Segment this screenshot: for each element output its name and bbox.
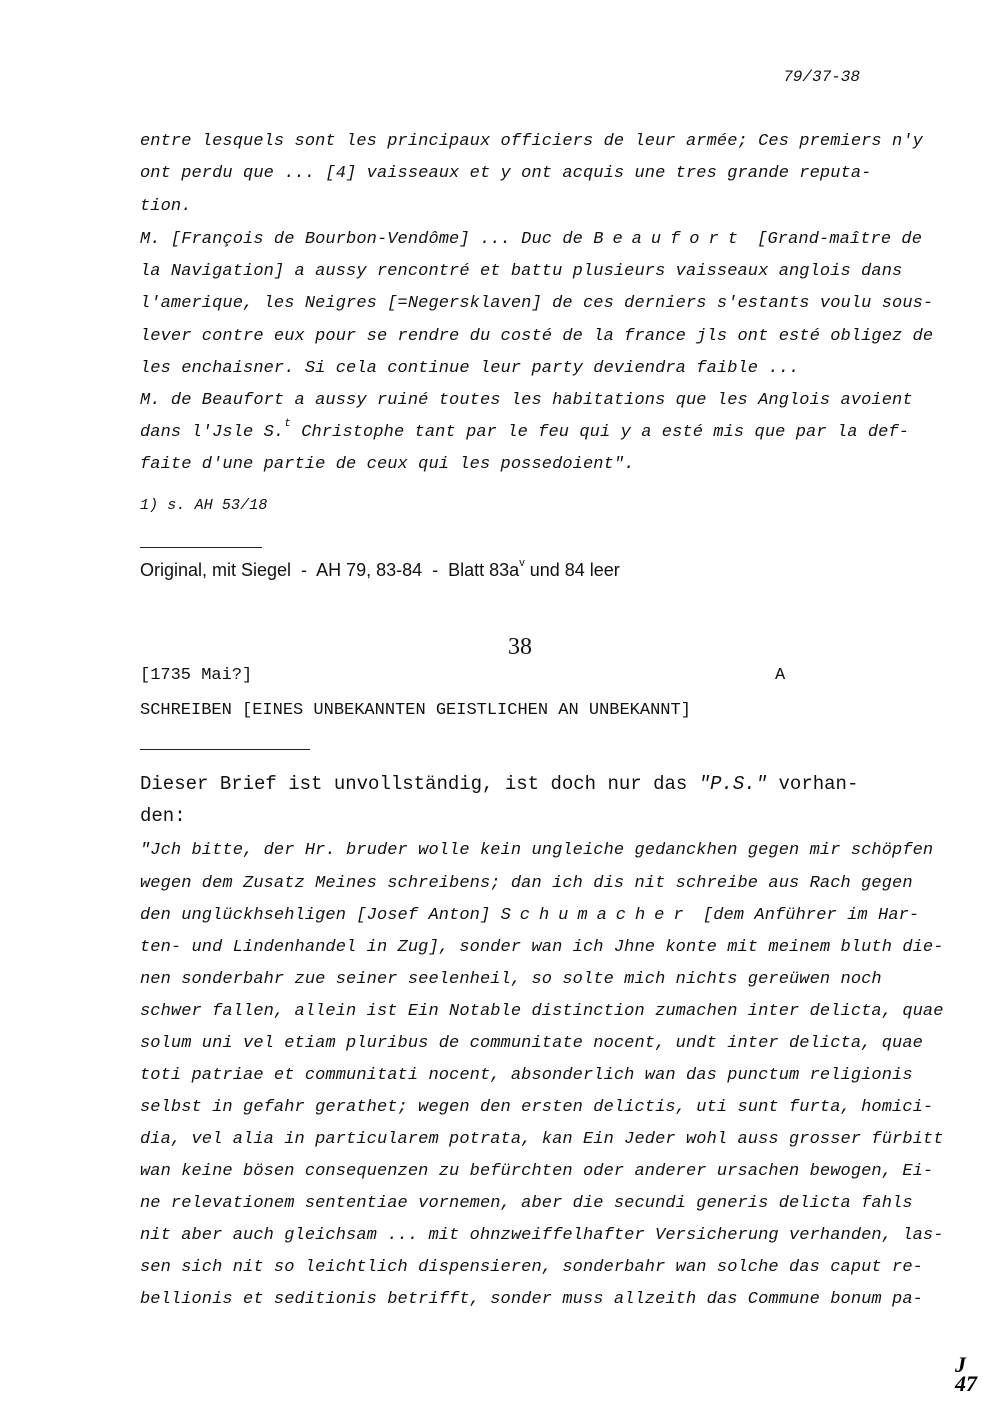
continuation-line: entre lesquels sont les principaux officiers de leur armée; Ces premiers n'y bbox=[140, 132, 923, 151]
divider bbox=[140, 547, 262, 548]
letter-line: toti patriae et communitati nocent, absonderlich wan das punctum religionis bbox=[140, 1066, 913, 1085]
letter-line: wegen dem Zusatz Meines schreibens; dan ich dis nit schreibe aus Rach gegen bbox=[140, 874, 913, 893]
text-segment: Christophe tant par le feu qui y a esté mis que par la def- bbox=[290, 423, 910, 442]
text-segment: den unglückhsehligen [Josef Anton] bbox=[140, 906, 501, 925]
continuation-line: l'amerique, les Neigres [=Negersklaven] de ces derniers s'estants voulu sous- bbox=[140, 294, 934, 313]
continuation-line: faite d'une partie de ceux qui les possedoient". bbox=[140, 455, 635, 474]
footnote: 1) s. AH 53/18 bbox=[140, 497, 268, 514]
original-note bbox=[140, 557, 620, 581]
letter-line bbox=[140, 906, 919, 925]
text-segment: dans l'Jsle S. bbox=[140, 423, 285, 442]
letter-line: wan keine bösen consequenzen zu befürchten oder anderer ursachen bewogen, Ei- bbox=[140, 1162, 934, 1181]
continuation-line: les enchaisner. Si cela continue leur party deviendra faible ... bbox=[140, 359, 800, 378]
spaced-name: Schumacher bbox=[500, 906, 693, 925]
text-segment: [dem Anführer im Har- bbox=[692, 906, 920, 925]
text-segment: und 84 leer bbox=[524, 560, 620, 580]
letter-line: dia, vel alia in particularem potrata, kan Ein Jeder wohl auss grosser fürbitt bbox=[140, 1130, 944, 1149]
document-marker: A bbox=[775, 666, 786, 685]
stamp-line: 47 bbox=[955, 1371, 977, 1396]
page-reference: 79/37-38 bbox=[783, 68, 860, 86]
letter-line: "Jch bitte, der Hr. bruder wolle kein ungleiche gedanckhen gegen mir schöpfen bbox=[140, 841, 934, 860]
superscript: v bbox=[519, 557, 525, 569]
letter-line: sen sich nit so leichtlich dispensieren, sonderbahr wan solche das caput re- bbox=[140, 1258, 923, 1277]
continuation-line: lever contre eux pour se rendre du costé de la france jls ont esté obligez de bbox=[140, 327, 934, 346]
letter-line: selbst in gefahr gerathet; wegen den ersten delictis, uti sunt furta, homici- bbox=[140, 1098, 934, 1117]
continuation-line: tion. bbox=[140, 197, 192, 216]
continuation-line: M. de Beaufort a aussy ruiné toutes les habitations que les Anglois avoient bbox=[140, 391, 913, 410]
letter-line: schwer fallen, allein ist Ein Notable distinction zumachen inter delicta, quae bbox=[140, 1002, 944, 1021]
letter-line: ten- und Lindenhandel in Zug], sonder wan ich Jhne konte mit meinem bluth die- bbox=[140, 938, 944, 957]
document-title: SCHREIBEN [EINES UNBEKANNTEN GEISTLICHEN AN UNBEKANNT] bbox=[140, 701, 691, 720]
letter-line: bellionis et seditionis betrifft, sonder muss allzeith das Commune bonum pa- bbox=[140, 1290, 923, 1309]
continuation-line bbox=[140, 418, 910, 442]
intro-line: den: bbox=[140, 805, 186, 827]
letter-line: nit aber auch gleichsam ... mit ohnzweiffelhafter Versicherung verhanden, las- bbox=[140, 1226, 944, 1245]
continuation-line bbox=[140, 230, 922, 249]
text-segment: [Grand-maître de bbox=[746, 230, 923, 249]
letter-line: ne relevationem sententiae vornemen, aber die secundi generis delicta fahls bbox=[140, 1194, 913, 1213]
document-number: 38 bbox=[508, 634, 532, 660]
letter-line: solum uni vel etiam pluribus de communitate nocent, undt inter delicta, quae bbox=[140, 1034, 923, 1053]
text-segment: Original, mit Siegel - AH 79, 83-84 - Blatt 83a bbox=[140, 560, 520, 580]
spaced-name: Beaufort bbox=[593, 230, 747, 249]
stamp-line: J bbox=[955, 1352, 966, 1377]
text-segment: Dieser Brief ist unvollständig, ist doch nur das bbox=[140, 773, 699, 795]
page-stamp bbox=[955, 1352, 977, 1396]
letter-line: nen sonderbahr zue seiner seelenheil, so solte mich nichts gereüwen noch bbox=[140, 970, 882, 989]
ps-label: "P.S." bbox=[698, 773, 768, 795]
continuation-line: ont perdu que ... [4] vaisseaux et y ont acquis une tres grande reputa- bbox=[140, 164, 872, 183]
continuation-line: la Navigation] a aussy rencontré et battu plusieurs vaisseaux anglois dans bbox=[140, 262, 903, 281]
divider bbox=[140, 749, 310, 750]
text-segment: vorhan- bbox=[767, 773, 859, 795]
superscript: t bbox=[284, 418, 291, 430]
intro-line bbox=[140, 773, 858, 795]
document-date: [1735 Mai?] bbox=[140, 666, 253, 685]
text-segment: M. [François de Bourbon-Vendôme] ... Duc de bbox=[140, 230, 594, 249]
